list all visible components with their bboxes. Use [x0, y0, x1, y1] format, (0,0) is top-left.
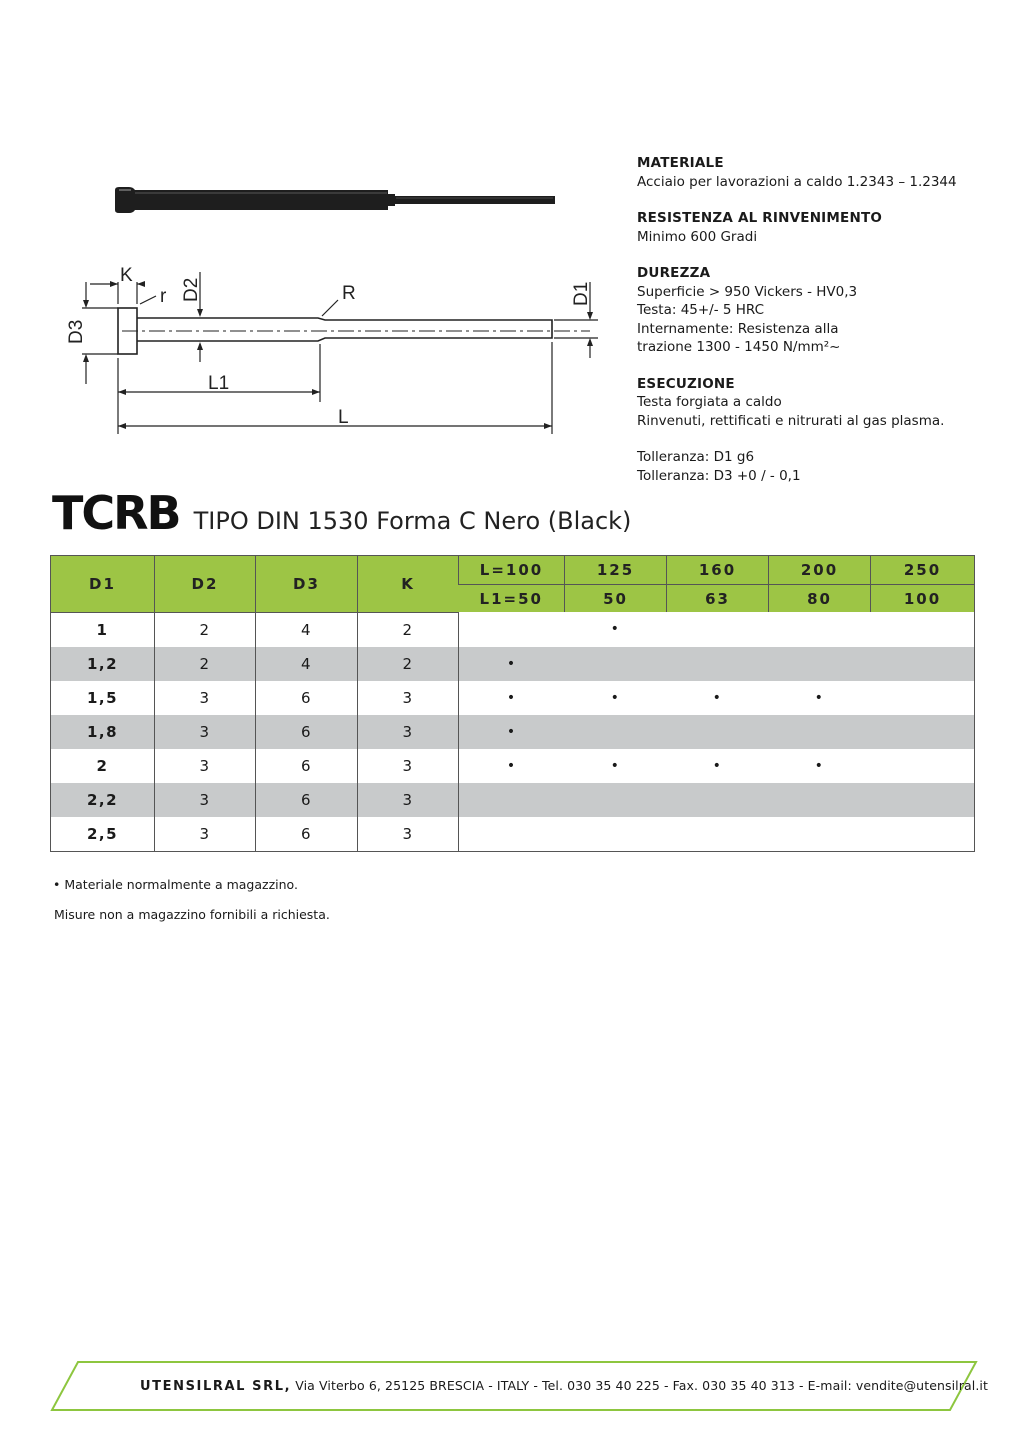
cell-availability [871, 612, 975, 647]
label-d3: D3 [66, 319, 87, 344]
spec-durezza [637, 264, 1007, 357]
cell-k: 3 [358, 783, 459, 817]
spec-line: Internamente: Resistenza alla [637, 320, 839, 337]
label-d1: D1 [571, 281, 592, 306]
cell-k: 2 [358, 612, 459, 647]
cell-d1: 2 [96, 756, 109, 775]
spec-materiale [637, 154, 1007, 191]
cell-k: 2 [358, 647, 459, 681]
header-l: 250 [871, 556, 975, 585]
header-l1: 100 [871, 585, 975, 613]
spec-heading: MATERIALE [637, 155, 724, 171]
label-k: K [120, 265, 133, 286]
cell-availability [769, 783, 871, 817]
cell-availability: • [814, 689, 825, 706]
spec-line: Testa: 45+/- 5 HRC [637, 302, 765, 318]
ejector-pin-photo [105, 178, 565, 224]
cell-availability [871, 783, 975, 817]
cell-d2: 3 [155, 817, 256, 852]
spec-line: Tolleranza: D3 +0 / - 0,1 [637, 467, 801, 484]
stock-note: • Materiale normalmente a magazzino. [53, 877, 298, 892]
table-row [51, 715, 975, 749]
header-d1: D1 [51, 556, 155, 613]
cell-availability: • [610, 757, 621, 774]
table-row [51, 749, 975, 783]
header-l1: L1=50 [459, 585, 565, 613]
cell-availability [565, 715, 667, 749]
cell-d3: 6 [256, 817, 358, 852]
cell-d3: 4 [256, 612, 358, 647]
request-note: Misure non a magazzino fornibili a richiesta. [54, 907, 330, 922]
cell-k: 3 [358, 749, 459, 783]
cell-d2: 3 [155, 715, 256, 749]
cell-d1: 2,2 [51, 783, 155, 817]
technical-drawing [60, 262, 610, 438]
header-l: 200 [769, 556, 871, 585]
header-l: 125 [565, 556, 667, 585]
spec-line: Rinvenuti, rettificati e nitrurati al gas plasma. [637, 412, 945, 429]
header-d2: D2 [155, 556, 256, 613]
cell-d2: 3 [155, 749, 256, 783]
cell-d3: 6 [256, 681, 358, 715]
table-row [51, 612, 975, 647]
spec-resistenza [637, 209, 1007, 246]
footer-company: UTENSILRAL SRL, [140, 1379, 292, 1394]
cell-k: 3 [358, 681, 459, 715]
cell-k: 3 [358, 715, 459, 749]
label-r-big: R [342, 283, 356, 304]
cell-availability [667, 817, 769, 852]
header-l: 160 [667, 556, 769, 585]
cell-d1: 1,5 [86, 688, 119, 707]
header-l1: 80 [769, 585, 871, 613]
cell-availability [871, 749, 975, 783]
cell-availability [871, 817, 975, 852]
cell-d3: 4 [256, 647, 358, 681]
cell-availability [871, 647, 975, 681]
table-body [51, 612, 975, 851]
cell-availability [459, 783, 565, 817]
header-k: K [358, 556, 459, 613]
product-description: TIPO DIN 1530 Forma C Nero (Black) [193, 507, 632, 535]
cell-k: 3 [358, 817, 459, 852]
cell-d3: 6 [256, 749, 358, 783]
cell-d2: 3 [155, 681, 256, 715]
spec-heading: DUREZZA [637, 265, 711, 281]
table-row [51, 647, 975, 681]
cell-d3: 6 [256, 715, 358, 749]
cell-availability: • [459, 715, 565, 749]
cell-availability [871, 681, 975, 715]
cell-availability [565, 647, 667, 681]
header-d3: D3 [256, 556, 358, 613]
header-l: L=100 [459, 556, 565, 585]
cell-d1: 2,5 [86, 824, 119, 843]
footer-contact [140, 1378, 988, 1394]
cell-d1: 1 [96, 620, 109, 639]
cell-availability: • [459, 749, 565, 783]
cell-availability [769, 612, 871, 647]
cell-availability [769, 817, 871, 852]
cell-availability: • [459, 647, 565, 681]
cell-availability [459, 817, 565, 852]
table-row [51, 817, 975, 852]
cell-availability [565, 817, 667, 852]
specifications [637, 154, 1007, 503]
cell-availability [667, 612, 769, 647]
label-l1: L1 [208, 373, 230, 394]
cell-availability [667, 715, 769, 749]
cell-d2: 2 [155, 647, 256, 681]
label-l: L [338, 407, 349, 428]
cell-availability: • [610, 689, 621, 706]
spec-line: trazione 1300 - 1450 N/mm²~ [637, 339, 841, 355]
cell-availability: • [712, 689, 723, 706]
cell-availability: • [610, 621, 621, 638]
cell-availability [667, 647, 769, 681]
spec-line: Testa forgiata a caldo [637, 394, 782, 410]
spec-line: Acciaio per lavorazioni a caldo 1.2343 – 1.2344 [637, 173, 957, 190]
cell-d1: 1,2 [51, 647, 155, 681]
header-l1: 63 [667, 585, 769, 613]
cell-availability [459, 612, 565, 647]
cell-availability [565, 783, 667, 817]
product-title [52, 486, 631, 540]
cell-d2: 2 [155, 612, 256, 647]
cell-availability [871, 715, 975, 749]
cell-availability: • [459, 681, 565, 715]
spec-tolleranze [637, 448, 1007, 485]
spec-line: Tolleranza: D1 g6 [637, 449, 755, 465]
cell-availability [769, 715, 871, 749]
spec-line: Minimo 600 Gradi [637, 228, 758, 245]
cell-availability [667, 783, 769, 817]
spec-heading: ESECUZIONE [637, 375, 735, 392]
spec-esecuzione [637, 375, 1007, 431]
cell-availability: • [712, 757, 723, 774]
footer-address: Via Viterbo 6, 25125 BRESCIA - ITALY - Tel. 030 35 40 225 - Fax. 030 35 40 313 - E-mail: vendite@utensilral.it [291, 1378, 988, 1393]
cell-d1: 1,8 [51, 715, 155, 749]
spec-line: Superficie > 950 Vickers - HV0,3 [637, 283, 858, 300]
table-row [51, 783, 975, 817]
size-table [50, 555, 975, 852]
cell-availability: • [814, 757, 825, 774]
label-d2: D2 [181, 277, 202, 302]
cell-d3: 6 [256, 783, 358, 817]
label-r-small: r [160, 286, 167, 307]
cell-d2: 3 [155, 783, 256, 817]
spec-heading: RESISTENZA AL RINVENIMENTO [637, 210, 883, 226]
product-code: TCRB [52, 486, 180, 540]
header-l1: 50 [565, 585, 667, 613]
table-row [51, 681, 975, 715]
cell-availability [769, 647, 871, 681]
